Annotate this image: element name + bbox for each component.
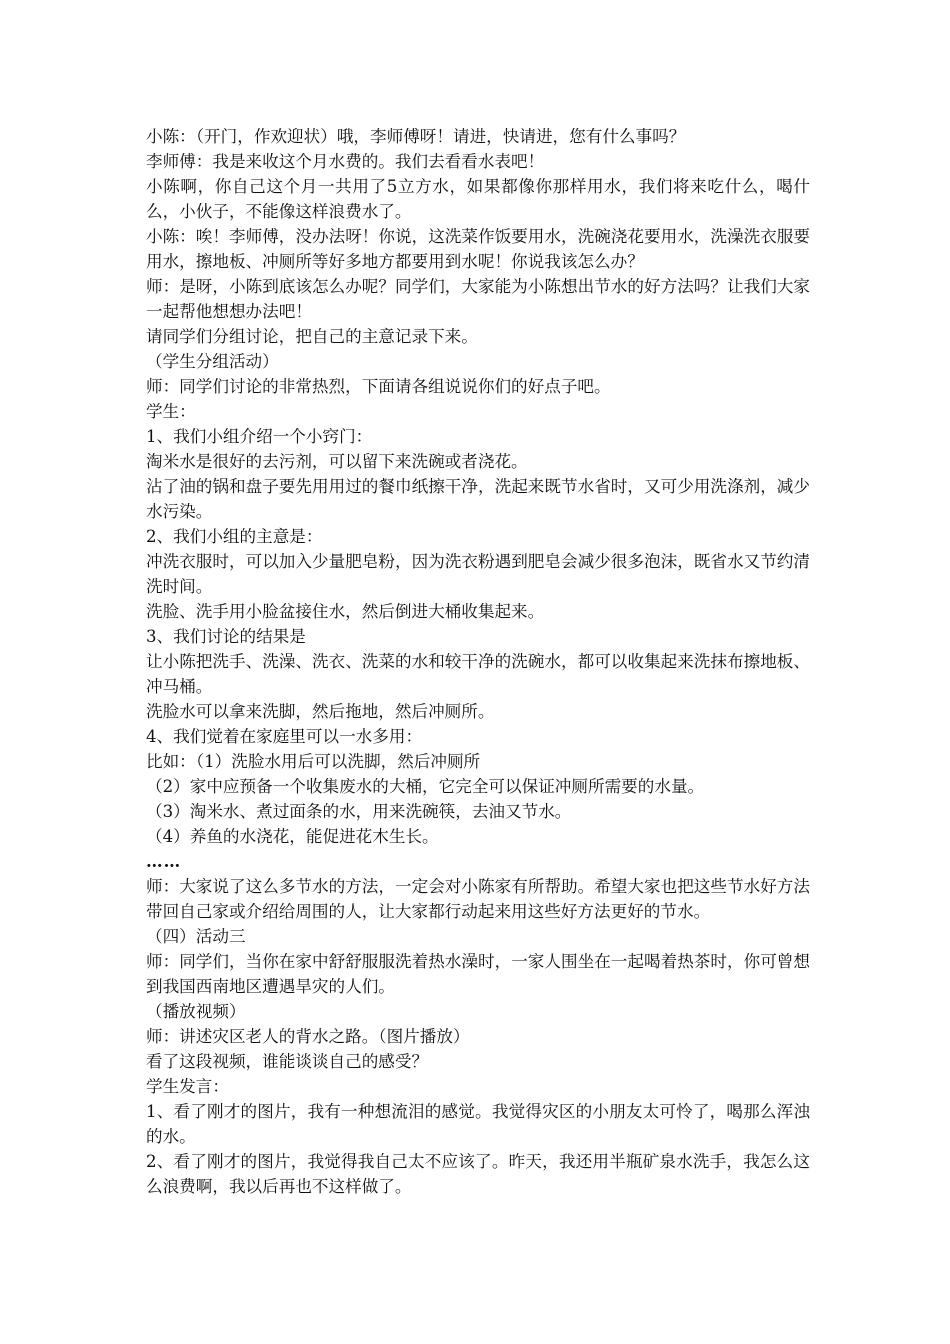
teacher-drought-intro: 师：同学们，当你在家中舒舒服服洗着热水澡时，一家人围坐在一起喝着热茶时，你可曾想到我国西南地区遭遇旱灾的人们。 [146,952,810,996]
stage-direction-video: （播放视频） [146,1002,246,1021]
teacher-summary: 师：大家说了这么多节水的方法，一定会对小陈家有所帮助。希望大家也把这些节水好方法带回自己家或介绍给周围的人，让大家都行动起来用这些好方法更好的节水。 [146,877,810,921]
ellipsis: …… [146,851,182,871]
section-heading-activity-3: （四）活动三 [146,927,246,946]
group-2-tip-basin: 洗脸、洗手用小脸盆接住水，然后倒进大桶收集起来。 [146,602,545,621]
group-4-example-1: 比如：（1）洗脸水用后可以洗脚，然后冲厕所 [146,752,481,771]
dialogue-li-usage: 小陈啊，你自己这个月一共用了5立方水，如果都像你那样用水，我们将来吃什么，喝什么，小伙子，不能像这样浪费水了。 [146,177,810,221]
group-1-heading: 1、我们小组介绍一个小窍门： [146,427,373,446]
group-discussion-instruction: 请同学们分组讨论，把自己的主意记录下来。 [146,327,478,346]
dialogue-xiaochen-reply: 小陈：唉！李师傅，没办法呀！你说，这洗菜作饭要用水，洗碗浇花要用水，洗澡洗衣服要用水，擦地板、冲厕所等好多地方都要用到水呢！你说我该怎么办？ [146,227,810,271]
group-2-heading: 2、我们小组的主意是： [146,527,323,546]
group-3-tip-collect: 让小陈把洗手、洗澡、洗衣、洗菜的水和较干净的洗碗水，都可以收集起来洗抹布擦地板、冲马桶。 [146,652,810,696]
group-1-tip-greasy-dishes: 沾了油的锅和盘子要先用用过的餐巾纸擦干净，洗起来既节水省时，又可少用洗涤剂，减少水污染。 [146,477,810,521]
students-label: 学生： [146,402,196,421]
group-3-heading: 3、我们讨论的结果是 [146,627,306,646]
group-3-tip-reuse: 洗脸水可以拿来洗脚，然后拖地，然后冲厕所。 [146,702,495,721]
group-4-example-2: （2）家中应预备一个收集废水的大桶，它完全可以保证冲厕所需要的水量。 [146,777,705,796]
teacher-story: 师：讲述灾区老人的背水之路。（图片播放） [146,1027,470,1046]
student-response-2: 2、看了刚才的图片，我觉得我自己太不应该了。昨天，我还用半瓶矿泉水洗手，我怎么这么浪费啊，我以后再也不这样做了。 [146,1152,810,1196]
group-4-heading: 4、我们觉着在家庭里可以一水多用： [146,727,423,746]
group-1-tip-rice-water: 淘米水是很好的去污剂，可以留下来洗碗或者浇花。 [146,452,528,471]
dialogue-li-water-fee: 李师傅：我是来收这个月水费的。我们去看看水表吧！ [146,152,545,171]
students-speak-label: 学生发言： [146,1077,229,1096]
document-body [146,124,810,1199]
stage-direction-group-activity: （学生分组活动） [146,352,279,371]
dialogue-xiaochen-greeting: 小陈：（开门，作欢迎状）哦，李师傅呀！请进，快请进，您有什么事吗？ [146,127,686,146]
group-4-example-4: （4）养鱼的水浇花，能促进花木生长。 [146,827,439,846]
student-response-1: 1、看了刚才的图片，我有一种想流泪的感觉。我觉得灾区的小朋友太可怜了，喝那么浑浊的水。 [146,1102,810,1146]
teacher-ask-feelings: 看了这段视频，谁能谈谈自己的感受？ [146,1052,429,1071]
group-2-tip-laundry: 冲洗衣服时，可以加入少量肥皂粉，因为洗衣粉遇到肥皂会减少很多泡沫，既省水又节约清洗时间。 [146,552,810,596]
teacher-question: 师：是呀，小陈到底该怎么办呢？同学们，大家能为小陈想出节水的好方法吗？让我们大家一起帮他想想办法吧！ [146,277,810,321]
group-4-example-3: （3）淘米水、煮过面条的水，用来洗碗筷，去油又节水。 [146,802,572,821]
teacher-invite-ideas: 师：同学们讨论的非常热烈，下面请各组说说你们的好点子吧。 [146,377,611,396]
